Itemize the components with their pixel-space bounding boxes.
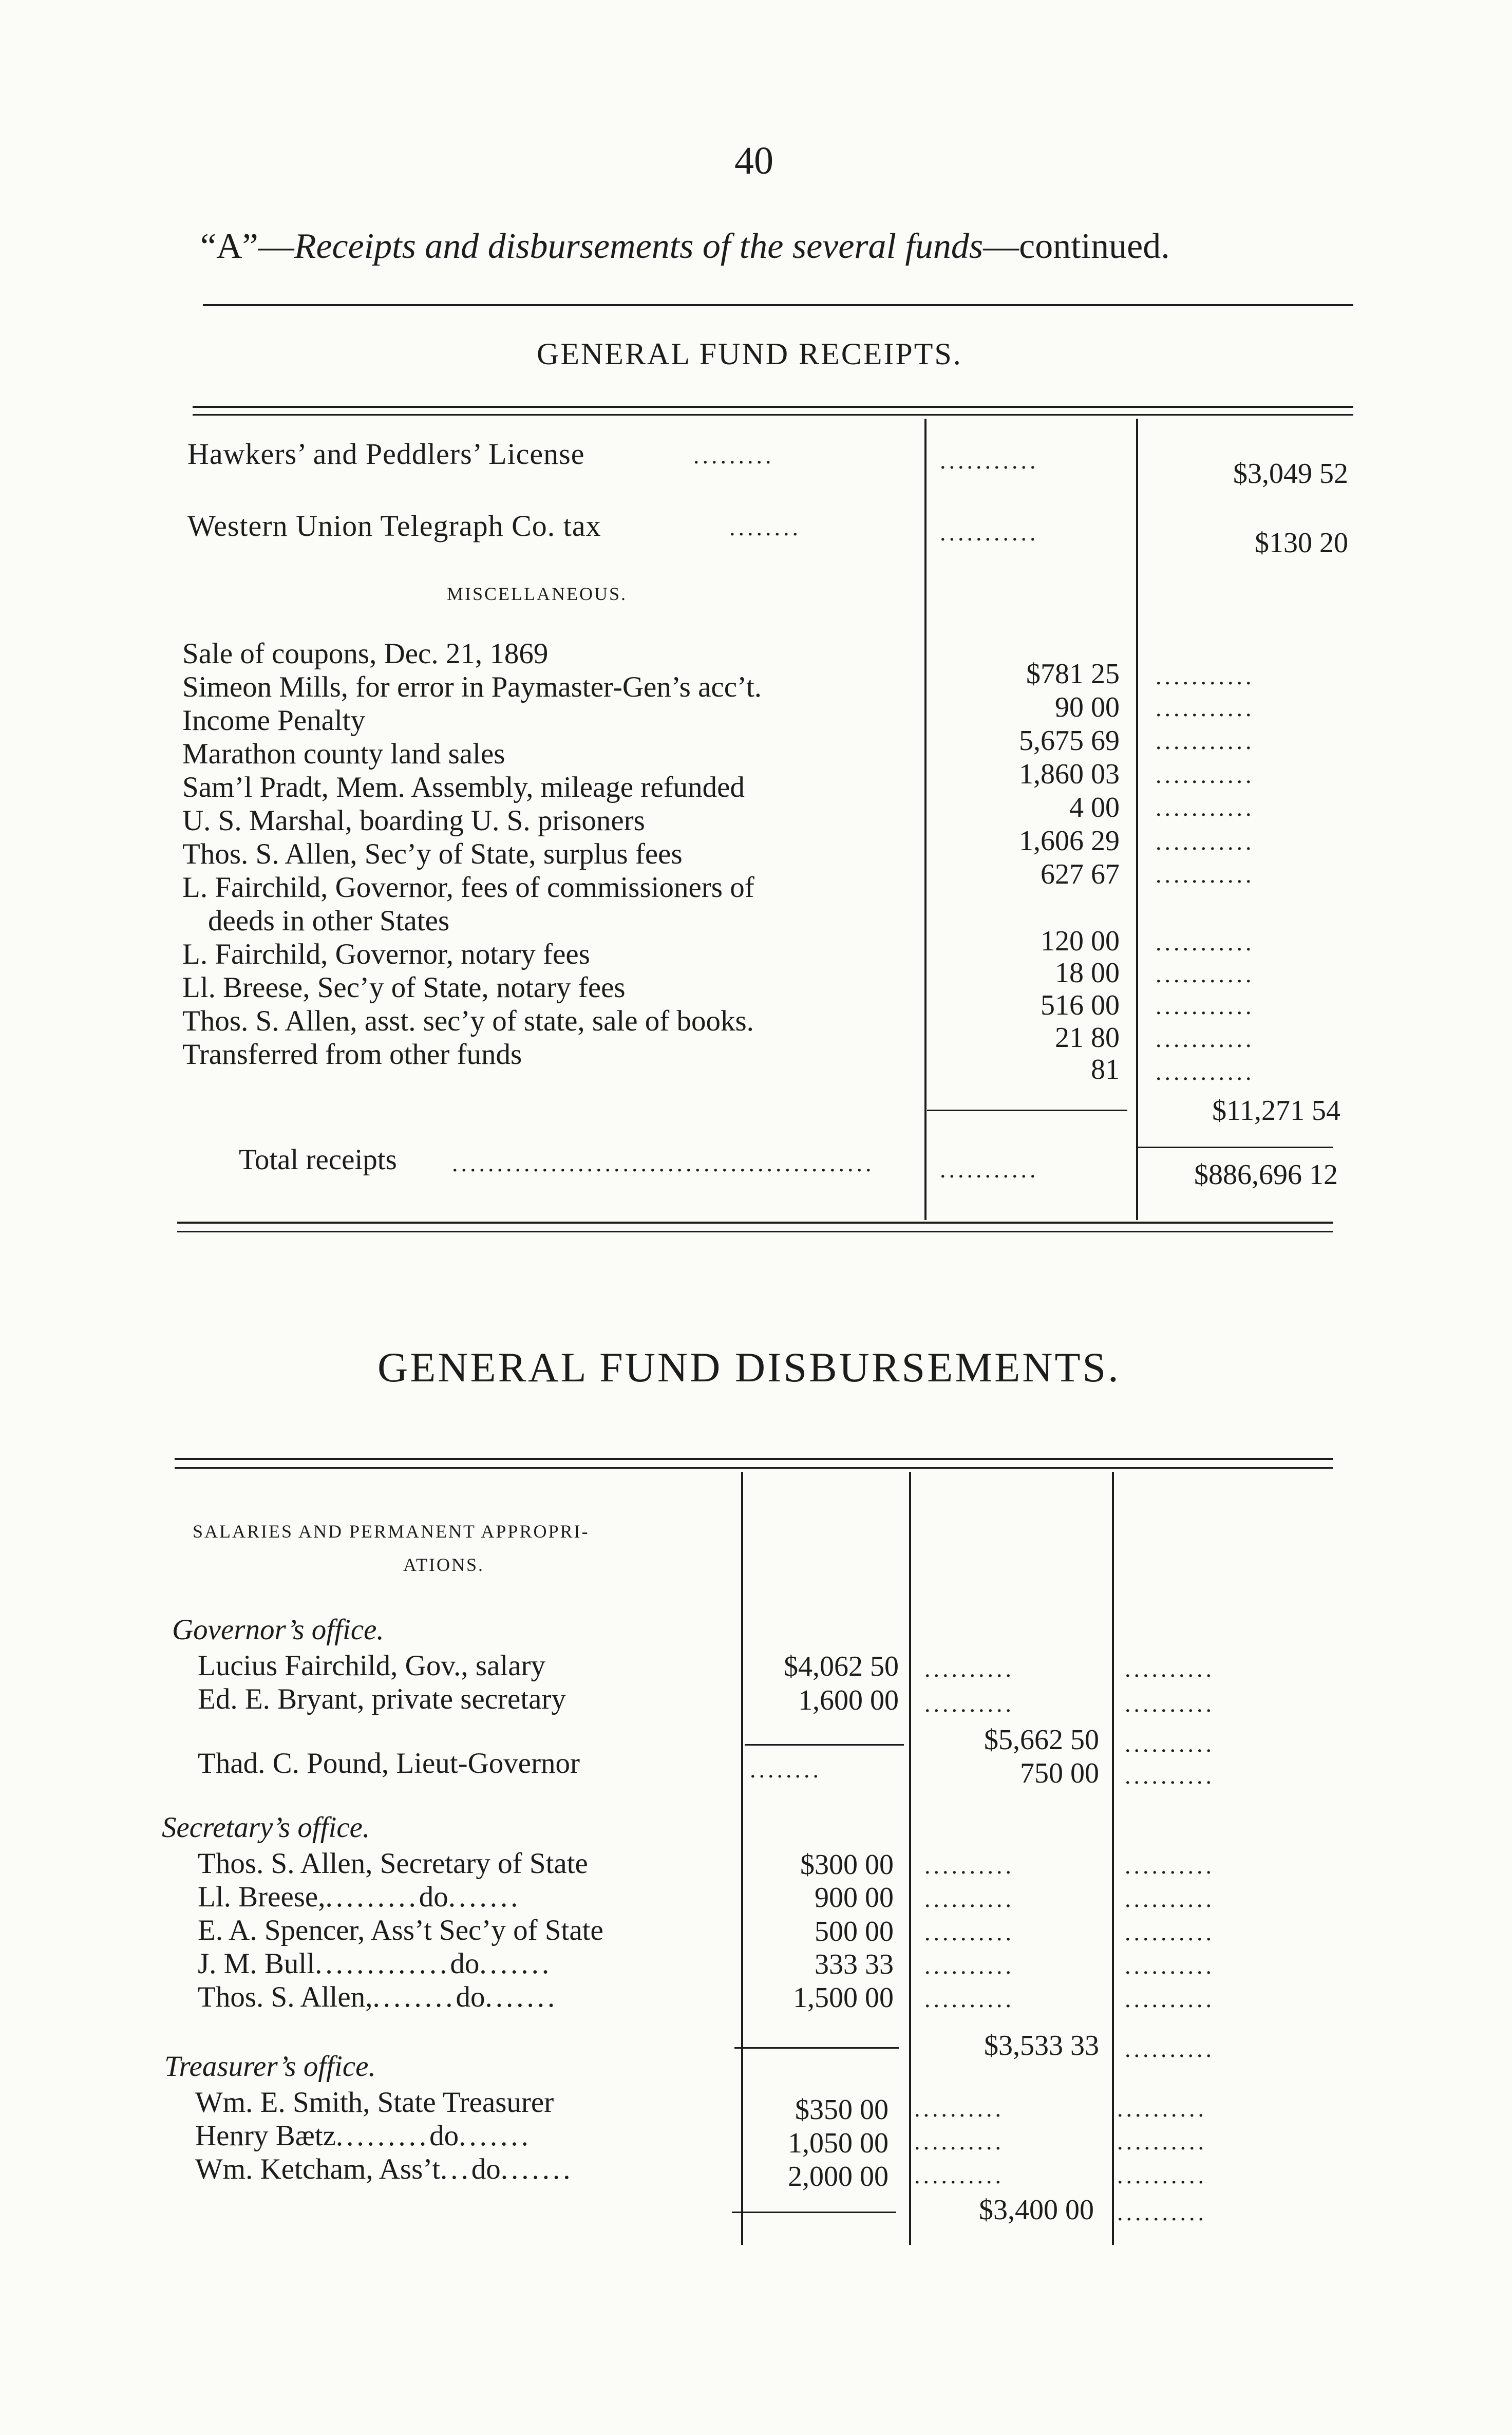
western-union-label: Western Union Telegraph Co. tax — [187, 509, 601, 542]
misc-item-dots: ........... — [1156, 961, 1255, 987]
sec-item-dots: .......... — [924, 1953, 1014, 1979]
gov-subtotal-rule — [745, 1744, 904, 1746]
treas-item-dots: .......... — [1117, 2128, 1207, 2155]
gov-item-dots: .......... — [1125, 1691, 1215, 1717]
secretarys-office-heading: Secretary’s office. — [162, 1811, 370, 1844]
misc-item-dots: ........... — [1156, 728, 1255, 754]
treas-item-ditto: do — [429, 2120, 459, 2152]
sec-item-dots: .......... — [924, 1852, 1014, 1879]
misc-item-amount: 516 00 — [1041, 989, 1120, 1021]
misc-item-label: Sam’l Pradt, Mem. Assembly, mileage refunded — [182, 771, 745, 803]
treas-item-dots: .......... — [1117, 2162, 1207, 2188]
misc-item-label: Sale of coupons, Dec. 21, 1869 — [182, 638, 549, 670]
lieut-governor-amount: 750 00 — [1020, 1757, 1099, 1789]
sec-item-dots: .......... — [1125, 1953, 1215, 1979]
misc-item-dots: ........... — [1156, 861, 1255, 888]
sec-item-dots: .......... — [924, 1886, 1014, 1912]
treas-subtotal: $3,400 00 — [979, 2194, 1094, 2226]
misc-item-amount: 90 00 — [1055, 691, 1120, 723]
hawkers-leader: ......... — [693, 442, 774, 469]
lieut-governor-label: Thad. C. Pound, Lieut-Governor — [198, 1747, 580, 1780]
treasurers-office-heading: Treasurer’s office. — [164, 2050, 376, 2083]
misc-item-label: L. Fairchild, Governor, notary fees — [182, 938, 590, 970]
misc-item-dots: ........... — [1156, 795, 1255, 821]
header-suffix: —continued. — [983, 227, 1170, 266]
sec-item-amount: $300 00 — [800, 1849, 894, 1881]
misc-item-amount: 1,606 29 — [1019, 825, 1120, 857]
sec-item-dots: .......... — [1125, 1886, 1215, 1912]
misc-item-dots: ........... — [1156, 929, 1255, 956]
treas-item-amount: 1,050 00 — [788, 2127, 889, 2159]
hawkers-amount: $3,049 52 — [1233, 458, 1348, 490]
misc-subtotal-rule — [927, 1110, 1127, 1111]
sec-item-amount: 900 00 — [815, 1882, 894, 1914]
gov-item-label: Ed. E. Bryant, private secretary — [198, 1683, 566, 1715]
gov-item-amount: 1,600 00 — [798, 1684, 899, 1716]
sec-item-amount: 1,500 00 — [793, 1982, 894, 2014]
gov-subtotal: $5,662 50 — [984, 1724, 1099, 1756]
header-rule — [203, 304, 1353, 306]
treas-item-row: Henry Bætz.........do....... — [195, 2120, 532, 2152]
total-receipts-label: Total receipts — [239, 1144, 397, 1176]
gov-subtotal-dots: .......... — [1125, 1731, 1215, 1757]
header-label: “A” — [200, 227, 258, 266]
misc-item-dots: ........... — [1156, 695, 1255, 721]
total-receipts-amount: $886,696 12 — [1194, 1159, 1338, 1191]
misc-item-amount: 81 — [1091, 1054, 1120, 1085]
western-union-amount: $130 20 — [1255, 527, 1348, 559]
header-italic-text: Receipts and disbursements of the several funds — [294, 227, 984, 266]
receipts-bottom-rule — [177, 1222, 1333, 1224]
misc-item-dots: ........... — [1156, 829, 1255, 855]
sec-item-ditto: do — [419, 1881, 448, 1913]
treas-item-label: Henry Bætz — [195, 2120, 336, 2152]
sec-item-amount: 500 00 — [815, 1916, 894, 1947]
treas-item-amount: $350 00 — [795, 2094, 889, 2126]
western-union-col2-dots: ........... — [940, 519, 1039, 546]
treas-item-row: Wm. Ketcham, Ass’t...do....... — [195, 2153, 574, 2185]
sec-item-label: J. M. Bull — [198, 1947, 315, 1980]
gov-item-label: Lucius Fairchild, Gov., salary — [198, 1650, 545, 1682]
total-receipts-leader: ............................................... — [452, 1150, 875, 1176]
sec-item-label: Thos. S. Allen, — [198, 1981, 373, 2013]
sec-item-label: E. A. Spencer, Ass’t Sec’y of State — [198, 1914, 603, 1946]
page-number: 40 — [734, 139, 773, 182]
treas-item-ditto: do — [471, 2153, 501, 2185]
salaries-heading-1: SALARIES AND PERMANENT APPROPRI- — [193, 1521, 590, 1542]
gov-item-dots: .......... — [924, 1691, 1014, 1717]
gov-item-dots: .......... — [924, 1656, 1014, 1682]
misc-item-label: U. S. Marshal, boarding U. S. prisoners — [182, 804, 645, 837]
misc-total-amount: $11,271 54 — [1212, 1095, 1340, 1127]
treas-item-label: Wm. E. Smith, State Treasurer — [195, 2086, 554, 2119]
misc-item-label: Income Penalty — [182, 704, 366, 737]
sec-item-label: Thos. S. Allen, Secretary of State — [198, 1847, 588, 1880]
misc-item-label: Thos. S. Allen, asst. sec’y of state, sale of books. — [182, 1005, 754, 1037]
gov-item-amount: $4,062 50 — [784, 1651, 899, 1682]
treas-item-dots: .......... — [914, 2095, 1004, 2122]
misc-item-amount: $781 25 — [1026, 658, 1120, 690]
misc-item-amount: 627 67 — [1041, 858, 1120, 890]
disbursements-top-rule-2 — [175, 1467, 1333, 1469]
total-receipts-col2-dots: ........... — [940, 1156, 1039, 1183]
misc-heading: MISCELLANEOUS. — [447, 584, 628, 604]
disb-col-line-3 — [1112, 1472, 1114, 2245]
total-rule — [1138, 1147, 1333, 1148]
western-union-leader: ........ — [729, 514, 801, 540]
receipts-bottom-rule-2 — [177, 1231, 1333, 1232]
sec-item-amount: 333 33 — [815, 1949, 894, 1980]
misc-item-dots: ........... — [1156, 762, 1255, 788]
sec-item-label: Ll. Breese, — [198, 1881, 326, 1913]
disbursements-title: GENERAL FUND DISBURSEMENTS. — [377, 1344, 1121, 1391]
misc-item-amount: 120 00 — [1041, 925, 1120, 957]
treas-subtotal-dots: .......... — [1117, 2199, 1207, 2225]
misc-item-label: Thos. S. Allen, Sec’y of State, surplus fees — [182, 838, 683, 870]
sec-item-ditto: do — [456, 1981, 485, 2013]
receipts-top-rule-2 — [193, 414, 1353, 416]
sec-item-dots: .......... — [924, 1986, 1014, 2012]
misc-item-dots: ........... — [1156, 663, 1255, 689]
sec-item-dots: .......... — [1125, 1852, 1215, 1879]
treas-item-label: Wm. Ketcham, Ass’t — [195, 2153, 441, 2185]
misc-item-label: deeds in other States — [208, 905, 450, 937]
misc-item-label: L. Fairchild, Governor, fees of commissioners of — [182, 871, 754, 904]
sec-item-dots: .......... — [1125, 1986, 1215, 2012]
salaries-heading-2: ATIONS. — [403, 1554, 485, 1575]
sec-item-row: J. M. Bull.............do....... — [198, 1947, 553, 1980]
treas-item-dots: .......... — [1117, 2095, 1207, 2122]
misc-item-label: Transferred from other funds — [182, 1038, 522, 1071]
disbursements-top-rule — [175, 1458, 1333, 1460]
misc-item-amount: 4 00 — [1069, 792, 1120, 823]
sec-item-row: Thos. S. Allen,........do....... — [198, 1981, 558, 2013]
lieut-governor-col1-dots: ........ — [750, 1756, 822, 1783]
misc-item-label: Simeon Mills, for error in Paymaster-Gen’s acc’t. — [182, 671, 762, 703]
sec-item-dots: .......... — [1125, 1919, 1215, 1945]
misc-item-amount: 18 00 — [1055, 957, 1120, 989]
sec-subtotal-dots: .......... — [1125, 2036, 1215, 2062]
receipts-col-line-1 — [924, 419, 927, 1220]
receipts-top-rule — [193, 406, 1353, 408]
governors-office-heading: Governor’s office. — [172, 1614, 384, 1646]
gov-item-dots: .......... — [1125, 1656, 1215, 1682]
sec-subtotal-rule — [734, 2047, 899, 2049]
hawkers-label: Hawkers’ and Peddlers’ License — [187, 437, 585, 471]
misc-item-amount: 5,675 69 — [1019, 725, 1120, 757]
lieut-governor-dots: .......... — [1125, 1763, 1215, 1789]
treas-item-amount: 2,000 00 — [788, 2161, 889, 2193]
sec-item-row: Ll. Breese,.........do....... — [198, 1881, 521, 1913]
misc-item-label: Marathon county land sales — [182, 738, 505, 770]
sec-item-dots: .......... — [924, 1919, 1014, 1945]
misc-item-dots: ........... — [1156, 1059, 1255, 1085]
treas-subtotal-rule — [732, 2212, 896, 2213]
header-dash: — — [258, 227, 294, 266]
misc-item-dots: ........... — [1156, 993, 1255, 1019]
misc-item-amount: 21 80 — [1055, 1022, 1120, 1054]
treas-item-dots: .......... — [914, 2162, 1004, 2188]
sec-subtotal: $3,533 33 — [984, 2030, 1099, 2062]
treas-item-dots: .......... — [914, 2128, 1004, 2155]
sec-item-ditto: do — [450, 1947, 480, 1980]
disb-col-line-2 — [909, 1472, 911, 2245]
misc-item-amount: 1,860 03 — [1019, 758, 1120, 790]
misc-item-label: Ll. Breese, Sec’y of State, notary fees — [182, 971, 626, 1004]
receipts-col-line-2 — [1136, 419, 1138, 1220]
page-header — [200, 226, 1170, 267]
receipts-title: GENERAL FUND RECEIPTS. — [537, 337, 962, 371]
misc-item-dots: ........... — [1156, 1026, 1255, 1052]
hawkers-col2-dots: ........... — [940, 447, 1039, 474]
